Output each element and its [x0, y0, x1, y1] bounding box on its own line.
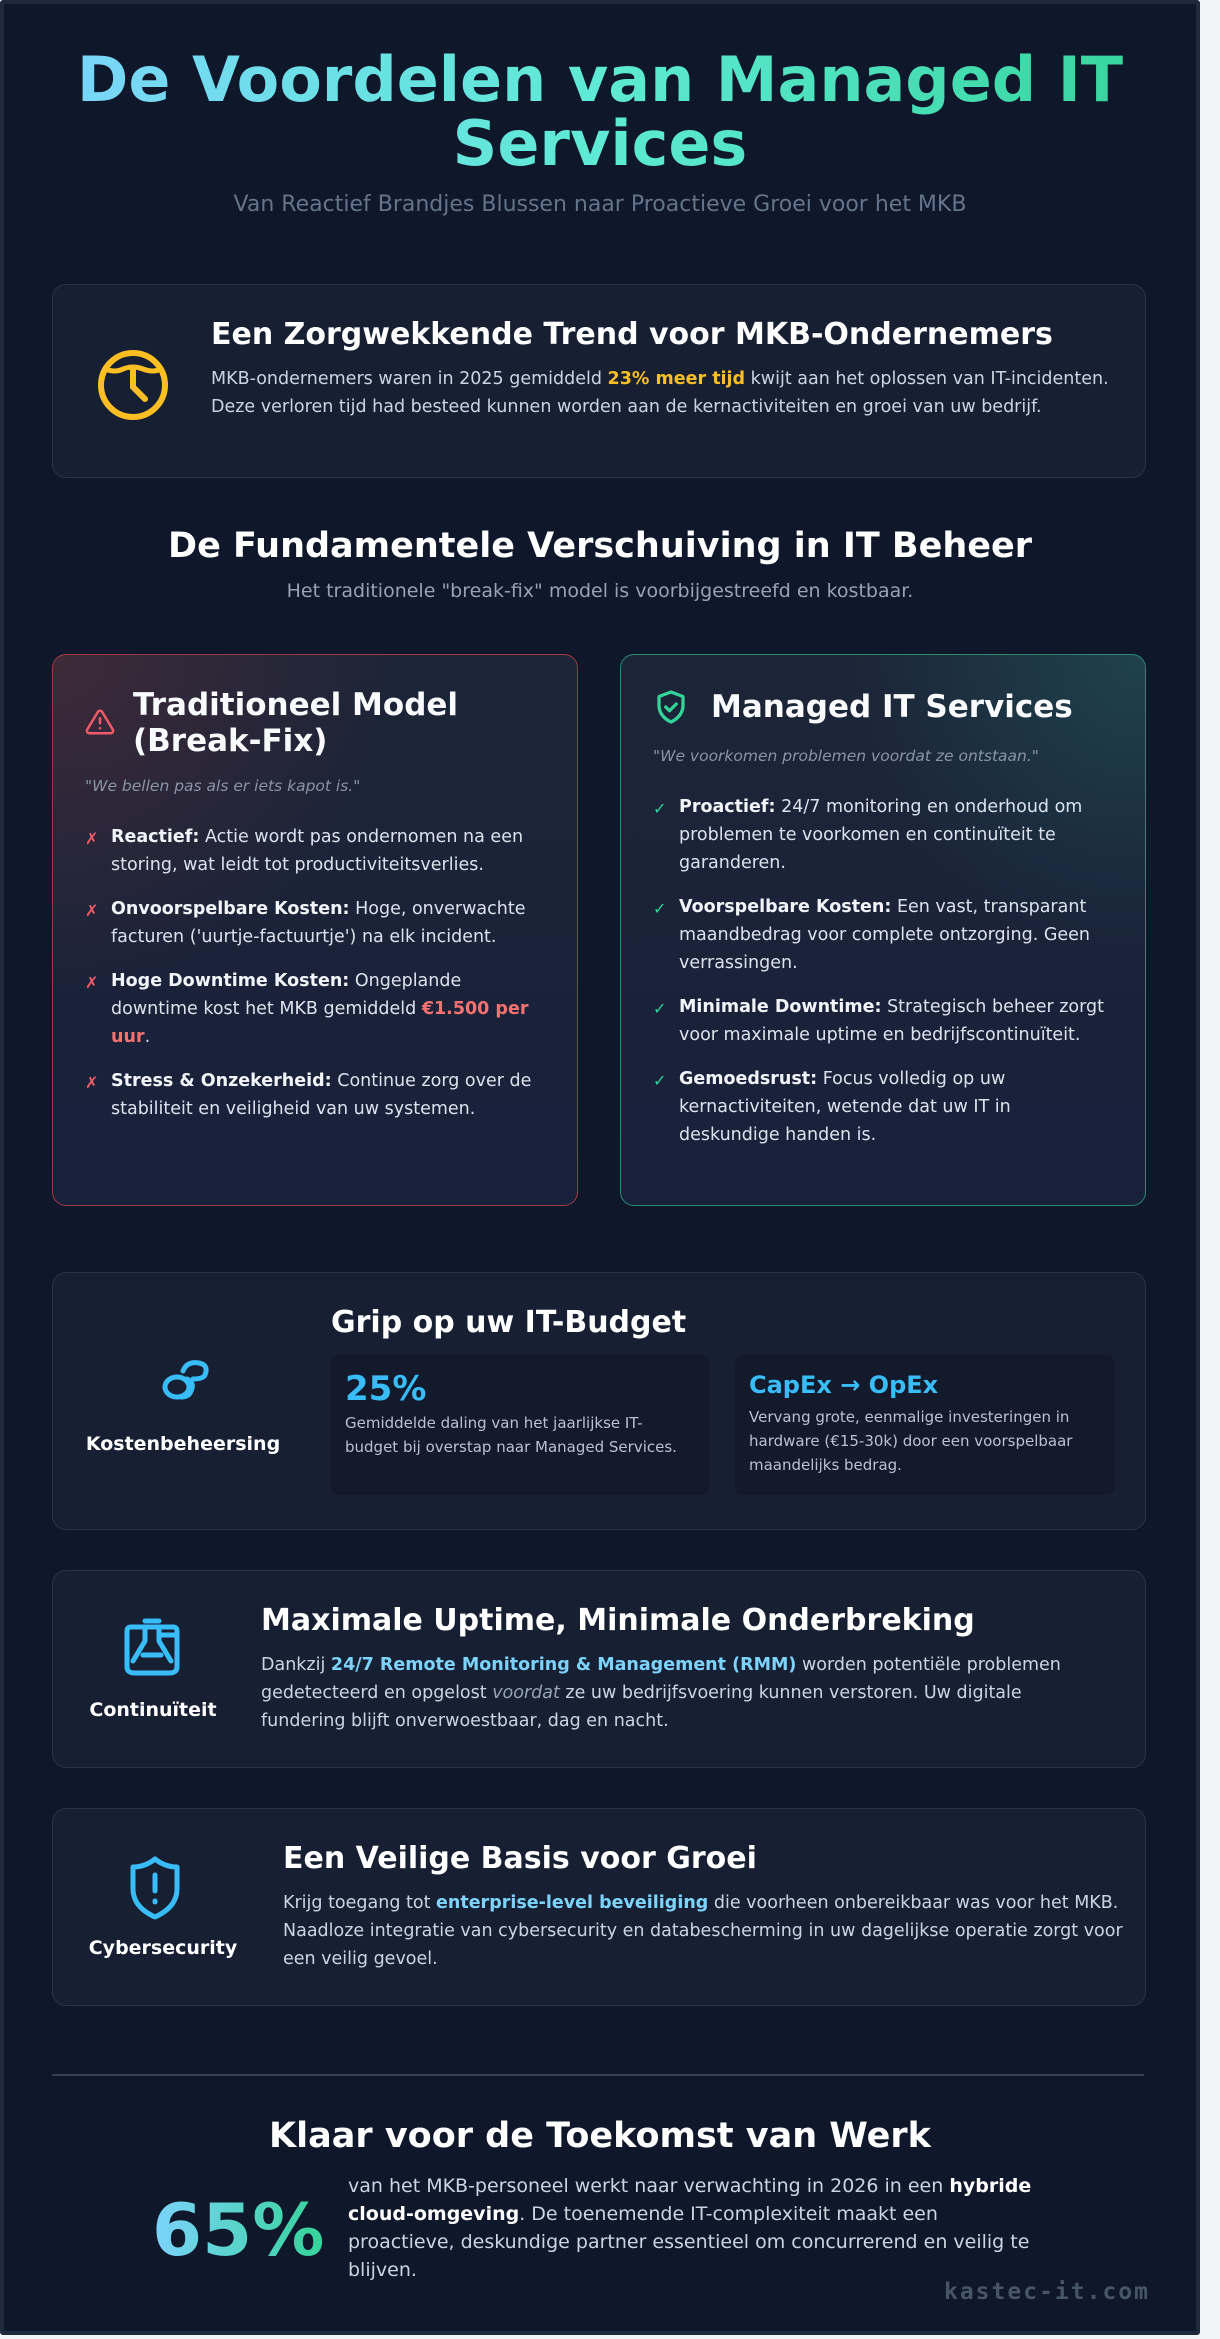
budget-title: Grip op uw IT-Budget — [331, 1305, 687, 1340]
security-card — [52, 1808, 1146, 2006]
check-icon: ✓ — [653, 999, 667, 1018]
future-title: Klaar voor de Toekomst van Werk — [269, 2116, 931, 2156]
list-item: ✓ Proactief: 24/7 monitoring en onderhoud om problemen te voorkomen en continuïteit te garanderen. — [653, 797, 1083, 873]
future-stat: 65% — [152, 2188, 325, 2272]
managed-title: Managed IT Services — [711, 689, 1073, 725]
list-item: ✓ Voorspelbare Kosten: Een vast, transparant maandbedrag voor complete ontzorging. Geen verrassingen. — [653, 897, 1091, 973]
server-icon — [123, 1617, 181, 1679]
traditional-model-card — [52, 654, 578, 1206]
managed-list — [653, 793, 1113, 1165]
traditional-title: Traditioneel Model (Break-Fix) — [133, 687, 459, 759]
trend-highlight: 23% meer tijd — [607, 369, 746, 389]
stat-box — [735, 1355, 1115, 1495]
list-item: ✗ Stress & Onzekerheid: Continue zorg over de stabiliteit en veiligheid van uw systemen. — [85, 1071, 532, 1119]
stat-text: Vervang grote, eenmalige investeringen in hardware (€15-30k) door een voorspelbaar maandelijks bedrag. — [749, 1408, 1073, 1474]
budget-card — [52, 1272, 1146, 1530]
list-item: ✗ Onvoorspelbare Kosten: Hoge, onverwachte facturen ('uurtje-factuurtje') na elk incident. — [85, 899, 526, 947]
check-icon: ✓ — [653, 899, 667, 918]
list-item: ✓ Minimale Downtime: Strategisch beheer zorgt voor maximale uptime en bedrijfscontinuïteit. — [653, 997, 1104, 1045]
shield-check-icon — [653, 689, 689, 725]
uptime-label: Continuïteit — [89, 1699, 217, 1721]
trend-title: Een Zorgwekkende Trend voor MKB-Ondernemers — [211, 317, 1053, 352]
list-item: ✓ Gemoedsrust: Focus volledig op uw kernactiviteiten, wetende dat uw IT in deskundige handen is. — [653, 1069, 1011, 1145]
shift-subtitle: Het traditionele "break-fix" model is voorbijgestreefd en kostbaar. — [286, 580, 914, 602]
check-icon: ✓ — [653, 799, 667, 818]
budget-label: Kostenbeheersing — [85, 1433, 281, 1455]
list-item: ✗ Reactief: Actie wordt pas ondernomen na een storing, wat leidt tot productiviteitsverlies. — [85, 827, 524, 875]
clock-icon — [93, 343, 173, 423]
x-mark-icon: ✗ — [85, 1073, 99, 1092]
coins-icon — [161, 1357, 211, 1403]
x-mark-icon: ✗ — [85, 901, 99, 920]
shield-alert-icon — [129, 1855, 181, 1921]
security-text: Krijg toegang tot enterprise-level beveiliging die voorheen onbereikbaar was voor het MKB. Naadloze integratie van cybersecurity en databescherming in uw dagelijkse operatie zorgt voor een veilig gevoel. — [283, 1893, 1123, 1969]
stat-box — [331, 1355, 709, 1495]
list-item: ✗ Hoge Downtime Kosten: Ongeplande downtime kost het MKB gemiddeld €1.500 per uur. — [85, 971, 529, 1047]
traditional-quote: "We bellen pas als er iets kapot is." — [85, 777, 361, 795]
brand-watermark: kastec-it.com — [943, 2279, 1150, 2305]
uptime-text: Dankzij 24/7 Remote Monitoring & Management (RMM) worden potentiële problemen gedetecteerd en opgelost voordat ze uw bedrijfsvoering kunnen verstoren. Uw digitale fundering blijft onverwoestbaar, dag en nacht. — [261, 1655, 1061, 1731]
trend-text: MKB-ondernemers waren in 2025 gemiddeld 23% meer tijd kwijt aan het oplossen van IT-incidenten. Deze verloren tijd had besteed kunnen worden aan de kernactiviteiten en groei van uw bedrijf. — [211, 369, 1109, 417]
uptime-title: Maximale Uptime, Minimale Onderbreking — [261, 1603, 975, 1638]
divider — [52, 2074, 1144, 2076]
managed-services-card — [620, 654, 1146, 1206]
managed-quote: "We voorkomen problemen voordat ze ontstaan." — [653, 747, 1039, 765]
shift-title: De Fundamentele Verschuiving in IT Beheer — [168, 526, 1032, 566]
traditional-list — [85, 823, 545, 1139]
check-icon: ✓ — [653, 1071, 667, 1090]
stat-value: 25% — [345, 1369, 427, 1409]
page-subtitle: Van Reactief Brandjes Blussen naar Proactieve Groei voor het MKB — [233, 192, 967, 217]
page-title: De Voordelen van Managed IT Services — [4, 48, 1196, 176]
x-mark-icon: ✗ — [85, 829, 99, 848]
trend-card — [52, 284, 1146, 478]
uptime-card — [52, 1570, 1146, 1768]
security-label: Cybersecurity — [88, 1937, 238, 1959]
stat-text: Gemiddelde daling van het jaarlijkse IT-budget bij overstap naar Managed Services. — [345, 1414, 677, 1456]
x-mark-icon: ✗ — [85, 973, 99, 992]
security-title: Een Veilige Basis voor Groei — [283, 1841, 757, 1876]
future-text: van het MKB-personeel werkt naar verwachting in 2026 in een hybride cloud-omgeving. De toenemende IT-complexiteit maakt een proactieve, deskundige partner essentieel om concurrerend en veilig te blijven. — [348, 2175, 1032, 2281]
warning-icon — [85, 707, 115, 737]
stat-value: CapEx → OpEx — [749, 1371, 939, 1399]
